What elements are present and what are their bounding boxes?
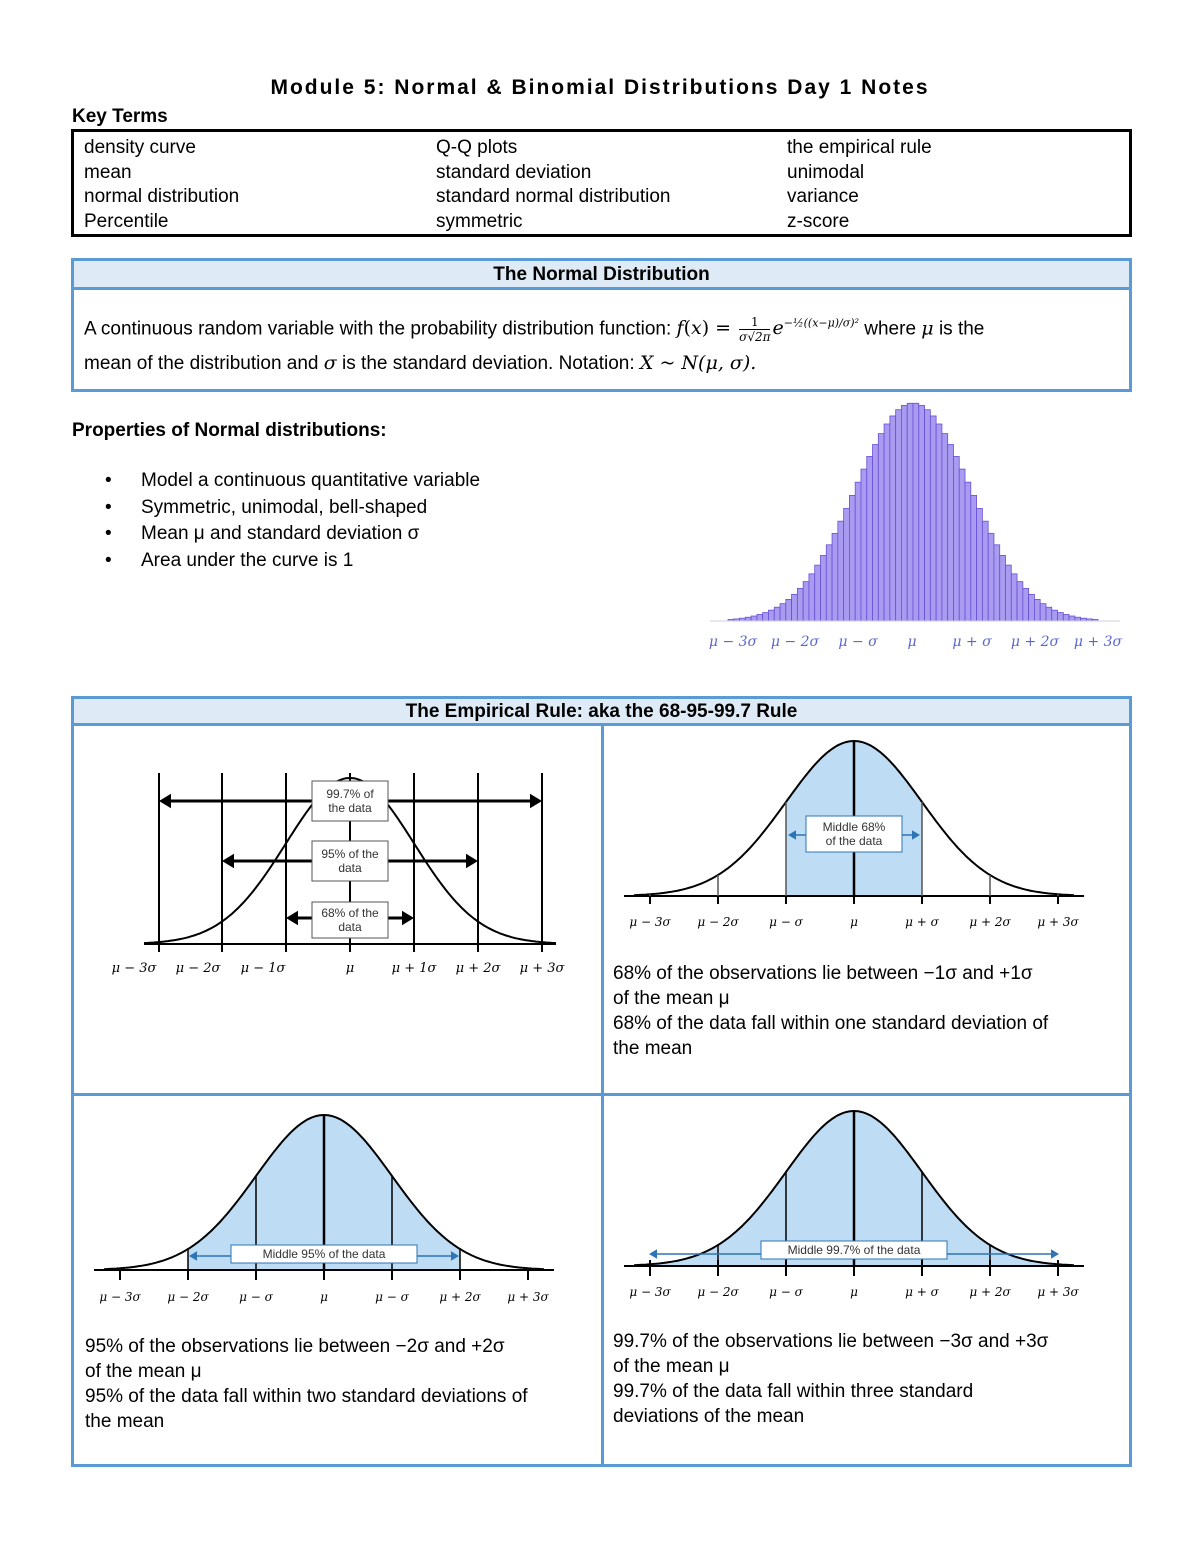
panel-text-line: of the mean μ bbox=[613, 1356, 730, 1377]
axis-label: μ − σ bbox=[375, 1290, 409, 1304]
diagram-68 bbox=[604, 726, 1129, 936]
histogram-bar bbox=[1075, 617, 1081, 621]
axis-label: μ − 3σ bbox=[99, 1290, 141, 1304]
axis-label: μ − 1σ bbox=[240, 961, 286, 976]
key-term: z-score bbox=[787, 210, 850, 232]
histogram-bar bbox=[1029, 594, 1035, 621]
normal-histogram bbox=[700, 398, 1140, 658]
histogram-bar bbox=[1017, 582, 1023, 621]
histogram-axis-label: μ bbox=[907, 634, 917, 650]
histogram-bar bbox=[919, 405, 925, 621]
panel-68-text bbox=[613, 961, 1123, 1061]
panel-997 bbox=[604, 1096, 1129, 1464]
list-item-text: Mean μ and standard deviation σ bbox=[141, 523, 420, 544]
axis-label: μ − 3σ bbox=[629, 1285, 671, 1299]
histogram-bar bbox=[1046, 607, 1052, 621]
box-95-label: Middle 95% of the data bbox=[262, 1247, 386, 1261]
histogram-bar bbox=[896, 410, 902, 621]
key-term: variance bbox=[787, 186, 859, 207]
histogram-bar bbox=[948, 445, 954, 621]
histogram-bar bbox=[1052, 610, 1058, 621]
box-95-label: data bbox=[338, 861, 362, 875]
key-terms-column-1 bbox=[84, 136, 239, 234]
axis-label: μ − σ bbox=[239, 1290, 273, 1304]
list-item: • Mean μ and standard deviation σ bbox=[105, 523, 420, 544]
empirical-overview-diagram bbox=[74, 726, 601, 1093]
properties-list bbox=[105, 468, 480, 574]
histogram-bar bbox=[982, 521, 988, 621]
histogram-bar bbox=[1069, 616, 1075, 621]
histogram-bar bbox=[826, 545, 832, 621]
histogram-bar bbox=[1063, 614, 1069, 621]
histogram-bar bbox=[797, 588, 803, 621]
list-item: • Area under the curve is 1 bbox=[105, 549, 354, 571]
panel-68 bbox=[604, 726, 1129, 1093]
arrow-head bbox=[649, 1249, 657, 1259]
histogram-bar bbox=[855, 482, 861, 621]
histogram-bar bbox=[901, 405, 907, 621]
definition-text: is the standard deviation. Notation: bbox=[342, 353, 635, 375]
axis-label: μ − 2σ bbox=[697, 1285, 739, 1299]
box-997-label: Middle 99.7% of the data bbox=[787, 1243, 921, 1257]
key-terms-heading: Key Terms bbox=[72, 106, 168, 127]
histogram-bar bbox=[763, 613, 769, 621]
panel-text-line: 68% of the observations lie between −1σ and +1σ bbox=[613, 963, 1033, 984]
arrow-head bbox=[402, 911, 414, 925]
axis-label: μ + 1σ bbox=[391, 961, 437, 976]
properties-heading: Properties of Normal distributions: bbox=[72, 420, 387, 441]
definition-text: mean of the distribution and bbox=[84, 353, 319, 375]
panel-997-text bbox=[613, 1329, 1123, 1429]
list-item-text: Model a continuous quantitative variable bbox=[141, 470, 481, 491]
axis-label: μ − σ bbox=[769, 915, 803, 929]
list-item: • Symmetric, unimodal, bell-shaped bbox=[105, 496, 428, 518]
histogram-bar bbox=[878, 434, 884, 621]
axis-label: μ bbox=[850, 1285, 858, 1299]
axis-label: μ bbox=[320, 1290, 328, 1304]
axis-label: μ + 2σ bbox=[969, 1285, 1011, 1299]
histogram-bar bbox=[809, 574, 815, 621]
histogram-bar bbox=[907, 403, 913, 621]
histogram-bar bbox=[803, 582, 809, 621]
axis-label: μ − 2σ bbox=[167, 1290, 209, 1304]
histogram-axis-label: μ + σ bbox=[952, 634, 992, 650]
diagram-95 bbox=[74, 1096, 601, 1311]
axis-label: μ bbox=[345, 961, 355, 976]
panel-text-line: the mean bbox=[85, 1411, 165, 1432]
arrow-head bbox=[466, 854, 478, 868]
histogram-bar bbox=[971, 495, 977, 621]
histogram-bar bbox=[884, 424, 890, 621]
histogram-bar bbox=[1011, 574, 1017, 621]
panel-text-line: 68% of the data fall within one standard deviation of bbox=[613, 1013, 1049, 1034]
box-68-label: Middle 68% bbox=[822, 820, 886, 834]
histogram-bar bbox=[942, 434, 948, 621]
histogram-bar bbox=[1000, 555, 1006, 621]
panel-text-line: of the mean μ bbox=[85, 1361, 202, 1382]
histogram-bar bbox=[890, 416, 896, 621]
key-term: standard normal distribution bbox=[436, 186, 671, 207]
histogram-bar bbox=[792, 594, 798, 621]
list-item-text: Area under the curve is 1 bbox=[141, 549, 354, 571]
axis-label: μ − 2σ bbox=[175, 961, 221, 976]
key-term: density curve bbox=[84, 137, 196, 158]
histogram-bar bbox=[930, 416, 936, 621]
arrow-head bbox=[286, 911, 298, 925]
axis-label: μ + 3σ bbox=[1037, 1285, 1079, 1299]
definition-text: is the bbox=[938, 318, 985, 340]
histogram-bar bbox=[1023, 588, 1029, 621]
histogram-axis-label: μ − σ bbox=[838, 634, 878, 650]
arrow-head bbox=[530, 794, 542, 808]
key-term: normal distribution bbox=[84, 186, 240, 207]
box-68-label: data bbox=[338, 920, 362, 934]
histogram-bar bbox=[821, 555, 827, 621]
key-term: Percentile bbox=[84, 210, 169, 232]
axis-label: μ − 2σ bbox=[697, 915, 739, 929]
histogram-axis-labels bbox=[709, 634, 1123, 650]
histogram-bar bbox=[838, 521, 844, 621]
histogram-bar bbox=[994, 545, 1000, 621]
histogram-axis-label: μ − 3σ bbox=[708, 634, 758, 650]
key-terms-column-3 bbox=[787, 136, 932, 234]
histogram-bar bbox=[745, 617, 751, 621]
axis-label: μ + σ bbox=[905, 1285, 939, 1299]
histogram-bar bbox=[953, 456, 959, 621]
key-term: standard deviation bbox=[436, 161, 592, 183]
empirical-rule-heading: The Empirical Rule: aka the 68-95-99.7 Rule bbox=[74, 699, 1129, 726]
key-term: mean bbox=[84, 161, 132, 183]
box-68-label: 68% of the bbox=[321, 906, 379, 920]
histogram-bar bbox=[913, 403, 919, 621]
diagram-997 bbox=[604, 1096, 1129, 1311]
histogram-bar bbox=[844, 508, 850, 621]
list-item-text: Symmetric, unimodal, bell-shaped bbox=[141, 496, 428, 518]
axis-label: μ + σ bbox=[905, 915, 939, 929]
axis-label: μ − 3σ bbox=[111, 961, 157, 976]
key-terms-table bbox=[71, 129, 1132, 237]
panel-text-line: of the mean μ bbox=[613, 988, 730, 1009]
list-item: • Model a continuous quantitative variable bbox=[105, 470, 481, 491]
arrow-head bbox=[1051, 1249, 1059, 1259]
panel-text-line: deviations of the mean bbox=[613, 1406, 805, 1427]
key-terms-column-2 bbox=[436, 136, 670, 234]
key-term: Q-Q plots bbox=[436, 137, 518, 158]
normal-distribution-heading: The Normal Distribution bbox=[74, 261, 1129, 290]
axis-label: μ bbox=[850, 915, 858, 929]
histogram-bars bbox=[728, 403, 1098, 621]
overview-panel bbox=[74, 726, 601, 1093]
histogram-bar bbox=[1006, 565, 1012, 621]
histogram-bar bbox=[786, 599, 792, 621]
axis-label: μ + 3σ bbox=[507, 1290, 549, 1304]
axis-label: μ + 2σ bbox=[969, 915, 1011, 929]
histogram-bar bbox=[873, 445, 879, 621]
definition-text: where bbox=[864, 318, 917, 340]
histogram-bar bbox=[1040, 604, 1046, 621]
pdf-formula: f(x) = $\frac{1}{\sigma√2\pi}$ $e^{-\frac{1}{2}((x-\mu)/\sigma)^2}$ bbox=[676, 314, 859, 344]
box-997-label: the data bbox=[328, 801, 372, 815]
box-95-label: 95% of the bbox=[321, 847, 379, 861]
histogram-bar bbox=[849, 495, 855, 621]
axis-label: μ − 3σ bbox=[629, 915, 671, 929]
histogram-bar bbox=[815, 565, 821, 621]
arrow-head bbox=[159, 794, 171, 808]
histogram-bar bbox=[757, 614, 763, 621]
histogram-bar bbox=[768, 610, 774, 621]
histogram-bar bbox=[774, 607, 780, 621]
histogram-bar bbox=[861, 469, 867, 621]
definition-text: A continuous random variable with the probability distribution function: bbox=[84, 318, 672, 340]
empirical-rule-box bbox=[71, 696, 1132, 1467]
histogram-bar bbox=[936, 424, 942, 621]
normal-distribution-box bbox=[71, 258, 1132, 392]
panel-text-line: 99.7% of the data fall within three standard bbox=[613, 1381, 974, 1402]
panel-text-line: the mean bbox=[613, 1038, 693, 1059]
histogram-bar bbox=[1058, 613, 1064, 621]
histogram-bar bbox=[832, 533, 838, 621]
histogram-bar bbox=[1034, 599, 1040, 621]
panel-95 bbox=[74, 1096, 601, 1464]
axis-label: μ + 2σ bbox=[455, 961, 501, 976]
histogram-bar bbox=[925, 410, 931, 621]
histogram-bar bbox=[867, 456, 873, 621]
page-title: Module 5: Normal & Binomial Distributions Day 1 Notes bbox=[270, 76, 930, 99]
notation-formula: X ~ N(μ, σ). bbox=[639, 352, 757, 375]
panel-text-line: 95% of the observations lie between −2σ and +2σ bbox=[85, 1336, 505, 1357]
histogram-axis-label: μ + 2σ bbox=[1010, 634, 1060, 650]
histogram-bar bbox=[780, 604, 786, 621]
histogram-bar bbox=[977, 508, 983, 621]
axis-label: μ − σ bbox=[769, 1285, 803, 1299]
panel-text-line: 95% of the data fall within two standard deviations of bbox=[85, 1386, 528, 1407]
box-68-label: of the data bbox=[825, 834, 883, 848]
key-term: symmetric bbox=[436, 210, 523, 232]
histogram-bar bbox=[965, 482, 971, 621]
panel-text-line: 99.7% of the observations lie between −3σ and +3σ bbox=[613, 1331, 1049, 1352]
axis-label: μ + 2σ bbox=[439, 1290, 481, 1304]
normal-distribution-definition: A continuous random variable with the probability distribution function: f(x) = $\frac{1}{\sigma√2\pi}$ $e^{-\frac{1}{2}((x-\mu)/\sigma)^2}$ where μ is the mean of the distribution and σ is the standard deviation. Notation: X ~ N(μ, σ). bbox=[84, 314, 985, 375]
histogram-bar bbox=[751, 616, 757, 621]
box-997-label: 99.7% of bbox=[326, 787, 374, 801]
axis-label: μ + 3σ bbox=[519, 961, 565, 976]
histogram-bar bbox=[988, 533, 994, 621]
key-term: unimodal bbox=[787, 161, 865, 183]
histogram-axis-label: μ − 2σ bbox=[770, 634, 820, 650]
key-term: the empirical rule bbox=[787, 137, 932, 158]
axis-label: μ + 3σ bbox=[1037, 915, 1079, 929]
histogram-axis-label: μ + 3σ bbox=[1073, 634, 1123, 650]
histogram-bar bbox=[959, 469, 965, 621]
panel-95-text bbox=[85, 1334, 595, 1434]
arrow-head bbox=[222, 854, 234, 868]
